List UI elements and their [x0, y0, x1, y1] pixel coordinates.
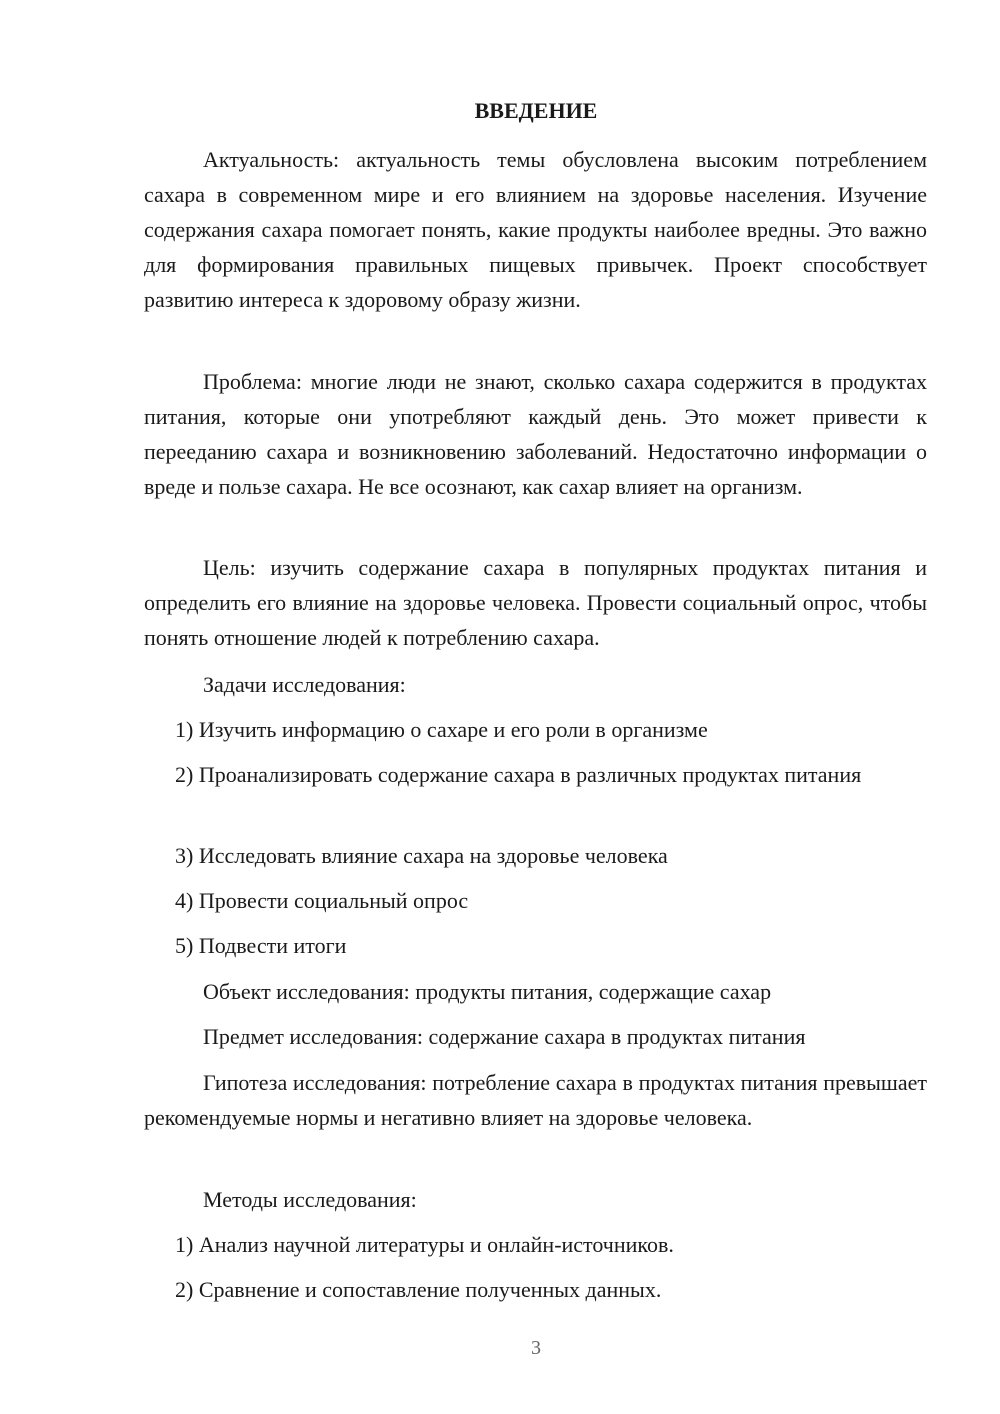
goal-paragraph: Цель: изучить содержание сахара в популярных продуктах питания и определить его влияние на здоровье человека. Провести социальный опрос, чтобы понять отношение людей к потреблению сахара. — [144, 555, 927, 650]
section-title: ВВЕДЕНИЕ — [474, 98, 598, 123]
tasks-heading: Задачи исследования: — [203, 672, 406, 697]
task-item-1: 1) Изучить информацию о сахаре и его роли в организме — [175, 717, 708, 742]
task-item-4: 4) Провести социальный опрос — [175, 888, 469, 913]
task-item-3: 3) Исследовать влияние сахара на здоровье человека — [175, 843, 668, 868]
object-paragraph: Объект исследования: продукты питания, содержащие сахар — [203, 979, 772, 1004]
relevance-paragraph: Актуальность: актуальность темы обусловлена высоким потреблением сахара в современном мире и его влиянием на здоровье населения. Изучение содержания сахара помогает понять, какие продукты наиболее вредны. Это важно для формирования правильных пищевых привычек. Проект способствует развитию интереса к здоровому образу жизни. — [144, 147, 927, 312]
subject-paragraph: Предмет исследования: содержание сахара в продуктах питания — [203, 1024, 806, 1049]
task-item-5: 5) Подвести итоги — [175, 933, 347, 958]
problem-paragraph: Проблема: многие люди не знают, сколько сахара содержится в продуктах питания, которые они употребляют каждый день. Это может привести к перееданию сахара и возникновению заболеваний. Недостаточно информации о вреде и пользе сахара. Не все осознают, как сахар влияет на организм. — [144, 369, 927, 499]
methods-heading: Методы исследования: — [203, 1187, 417, 1212]
hypothesis-paragraph: Гипотеза исследования: потребление сахара в продуктах питания превышает рекомендуемые нормы и негативно влияет на здоровье человека. — [144, 1070, 927, 1130]
method-item-1: 1) Анализ научной литературы и онлайн-источников. — [175, 1232, 674, 1257]
page-number: 3 — [531, 1337, 541, 1359]
method-item-2: 2) Сравнение и сопоставление полученных данных. — [175, 1277, 662, 1302]
task-item-2: 2) Проанализировать содержание сахара в различных продуктах питания — [175, 762, 862, 787]
